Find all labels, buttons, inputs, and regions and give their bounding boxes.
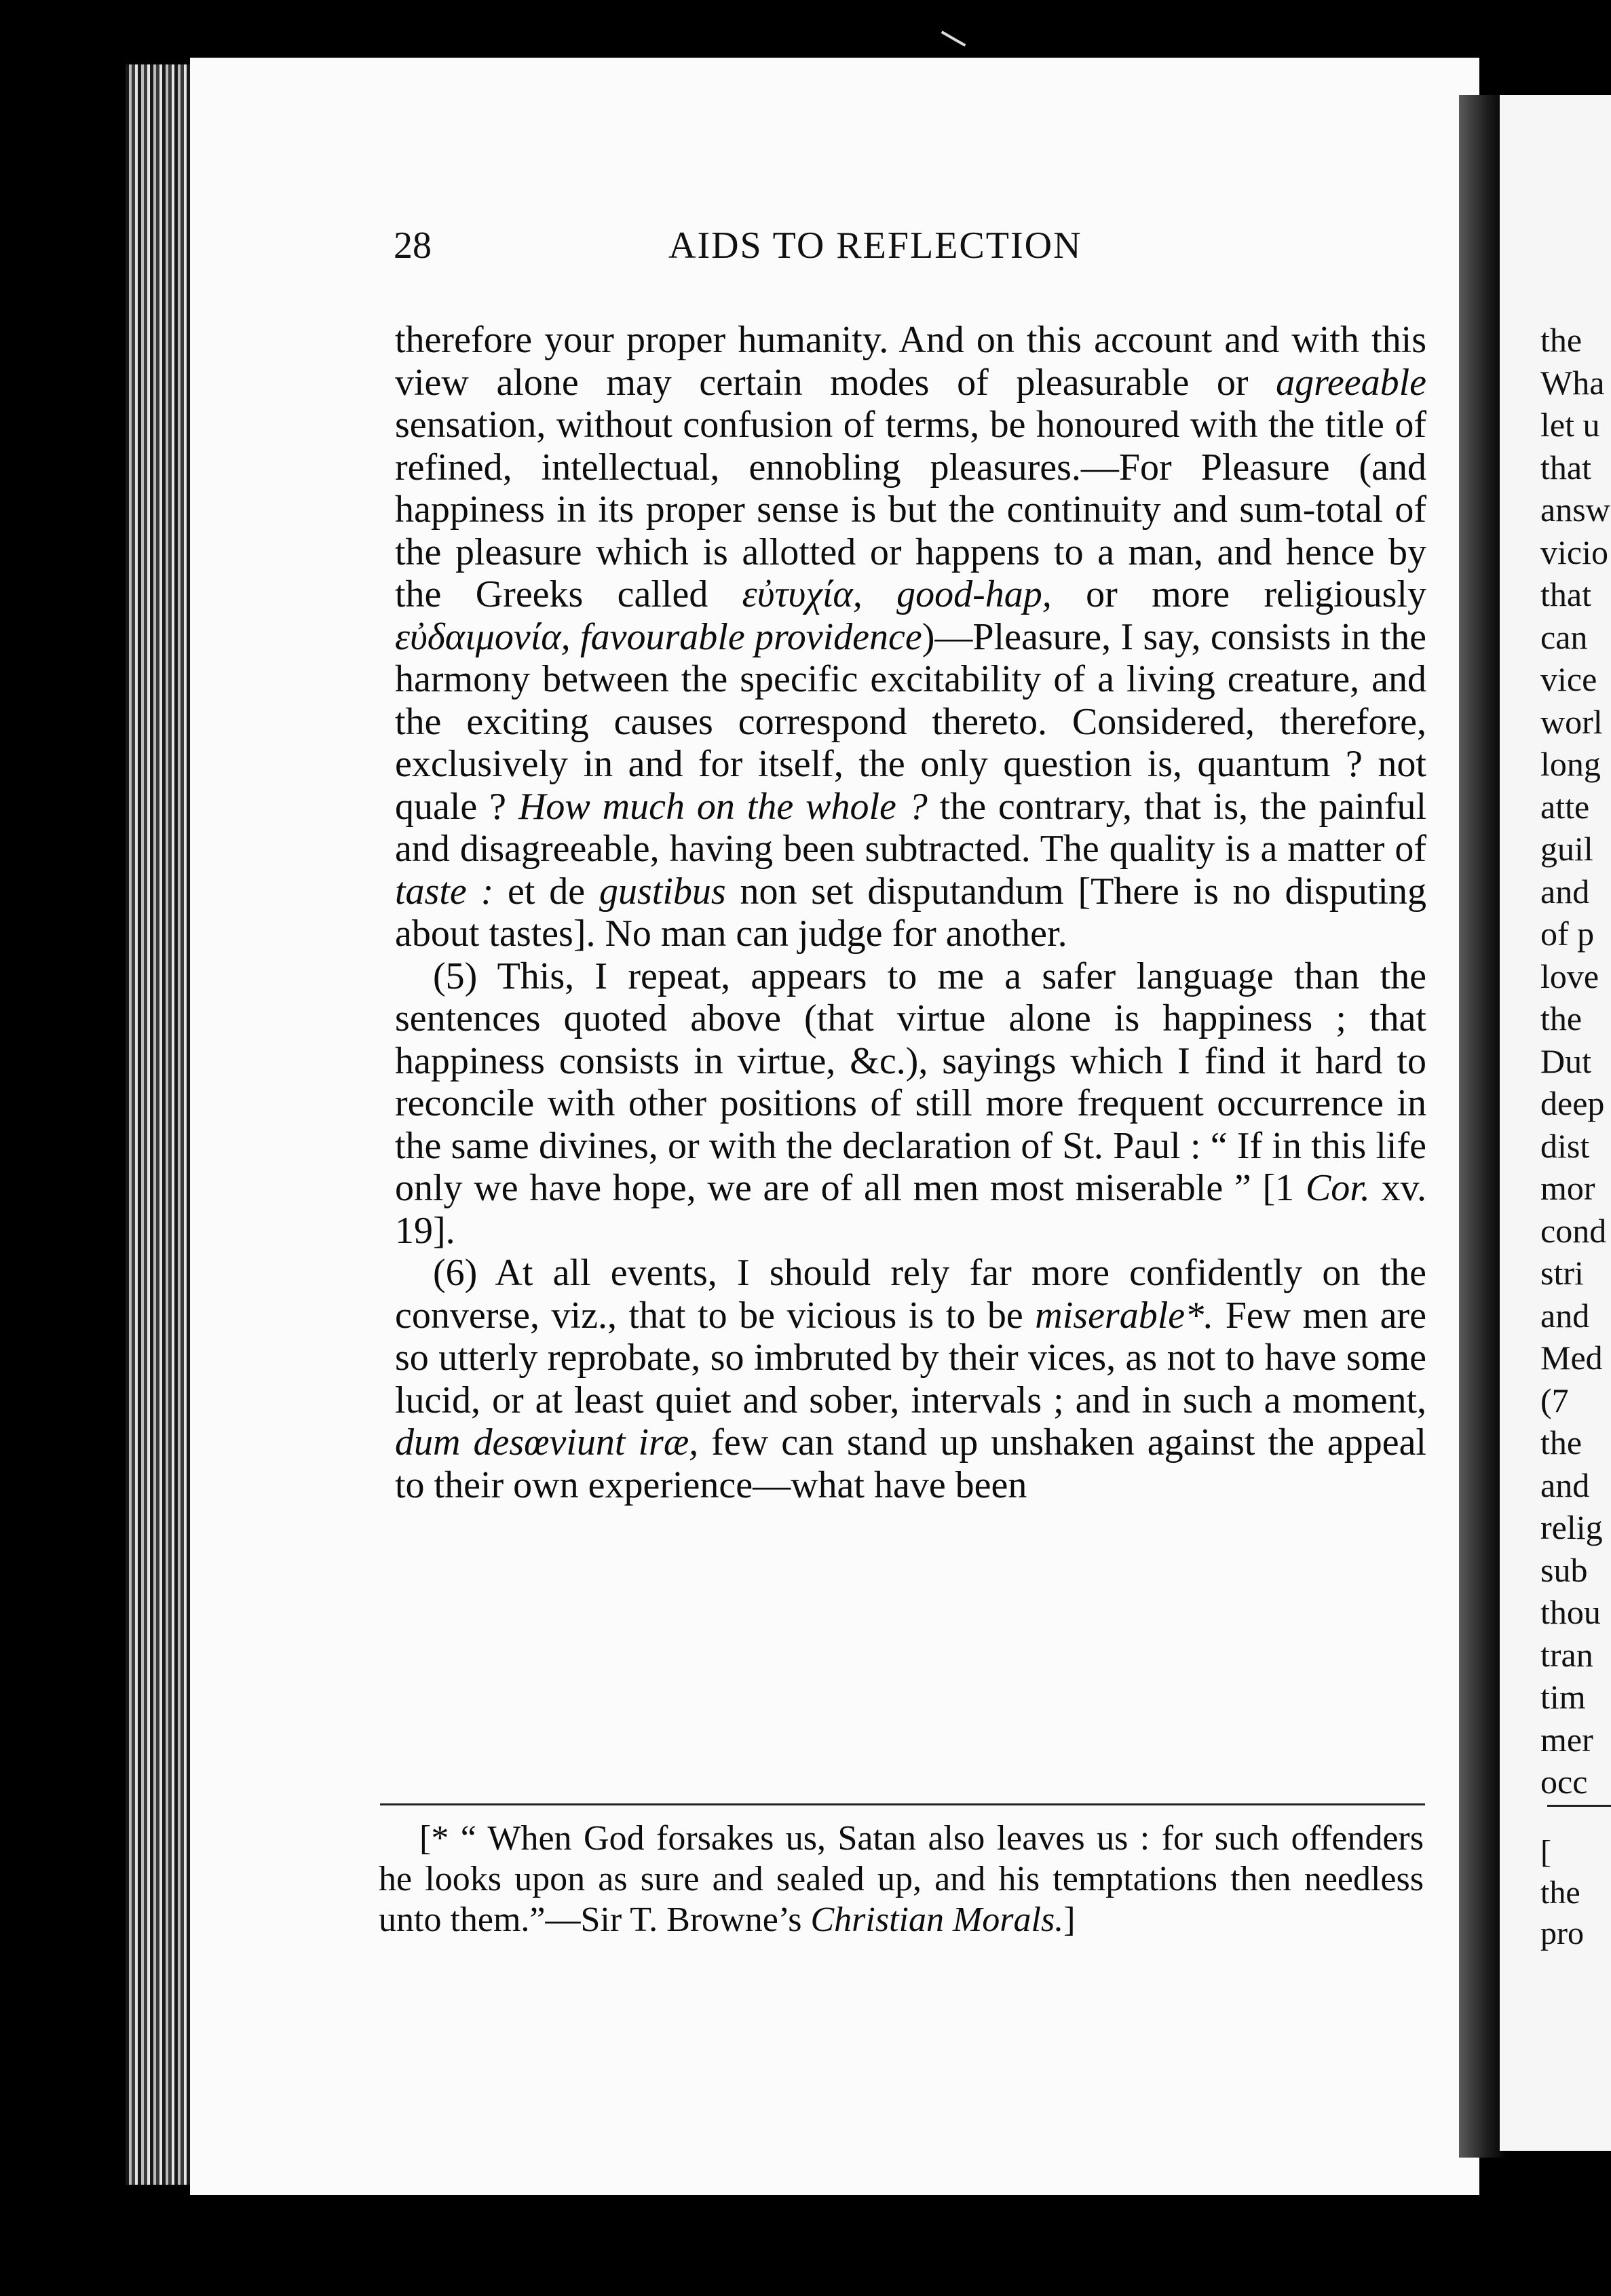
scan-mark <box>941 31 966 46</box>
facing-page-line: long <box>1540 745 1601 783</box>
facing-footnote-rule <box>1547 1805 1611 1807</box>
text-run-italic: How much on the whole ? <box>518 785 928 828</box>
text-run: or more religiously <box>1051 573 1426 615</box>
text-run: the contrary, that is, the painful and disagreeable, having been subtracted. The quality is a matter of <box>395 785 1427 870</box>
footnote <box>379 1818 1424 1940</box>
facing-page-line: atte <box>1540 787 1590 826</box>
text-run-italic: gustibus <box>599 870 726 913</box>
facing-page-line: Dut <box>1540 1041 1591 1080</box>
facing-page-line: (7 <box>1540 1381 1569 1419</box>
facing-page-line: love <box>1540 957 1599 995</box>
text-run-italic: miserable*. <box>1035 1294 1214 1337</box>
facing-page-line: relig <box>1540 1508 1603 1546</box>
facing-page-line: and <box>1540 1296 1590 1335</box>
facing-page-line: tran <box>1540 1635 1593 1674</box>
facing-page-line: tim <box>1540 1678 1586 1716</box>
facing-page-line: stri <box>1540 1254 1584 1292</box>
text-run: et de <box>493 870 599 913</box>
text-run: xv. 19]. <box>395 1167 1426 1252</box>
page-header <box>394 224 1452 278</box>
text-run-italic: εὐδαιμονία, favourable providence <box>395 615 922 658</box>
facing-page-line: the <box>1540 999 1582 1037</box>
text-run-italic: εὐτυχία, good-hap, <box>742 573 1052 615</box>
facing-page-line: that <box>1540 575 1591 613</box>
footnote-rule <box>380 1803 1425 1805</box>
running-title: AIDS TO REFLECTION <box>668 225 1082 267</box>
footnote-text: ] <box>1063 1900 1076 1939</box>
footnote-text-italic: Christian Morals. <box>810 1900 1064 1939</box>
facing-page-line: the <box>1540 1423 1582 1461</box>
facing-page-line: sub <box>1540 1550 1588 1589</box>
facing-page-line: guil <box>1540 830 1593 868</box>
text-run: (6) At all events, I should rely far more confidently on the converse, viz., that to be vicious is to be <box>395 1252 1426 1337</box>
facing-footnote-line: [ <box>1540 1834 1551 1870</box>
facing-page-line: mer <box>1540 1720 1593 1759</box>
facing-footnote-line: the <box>1540 1875 1580 1911</box>
body-text <box>395 319 1426 1506</box>
facing-page-line: occ <box>1540 1763 1588 1801</box>
text-run-italic: taste : <box>395 870 494 913</box>
facing-page-line: Wha <box>1540 363 1605 402</box>
facing-page-line: worl <box>1540 702 1603 741</box>
text-run: sensation, without confusion of terms, be honoured with the title of refined, intellectual, ennobling pleasures.—For Pleasure (and happiness in its proper sense is but the continuity and sum-total of the pleasure which is allotted or happens to a man, and hence by the Greeks called <box>395 404 1426 615</box>
paragraph-1 <box>395 319 1426 955</box>
facing-page-line: can <box>1540 617 1588 656</box>
text-run-italic: agreeable <box>1276 361 1426 404</box>
paragraph-5 <box>395 955 1426 1252</box>
facing-page-line: thou <box>1540 1593 1601 1631</box>
text-run: (5) This, I repeat, appears to me a safer language than the sentences quoted above (that virtue alone is happiness ; that happiness consists in virtue, &c.), sayings which I find it hard to reconcile with other positions of still more frequent occurrence in the same divines, or with the declaration of St. Paul : “ If in this life only we have hope, we are of all men most miserable ” [1 <box>395 955 1426 1209</box>
facing-footnote-line: pro <box>1540 1915 1584 1951</box>
text-run: non set disputandum [There is no disputing about tastes]. No man can judge for another. <box>395 870 1426 955</box>
text-run: few can stand up unshaken against the appeal to their own experience—what have been <box>395 1421 1426 1506</box>
facing-page-line: that <box>1540 448 1591 486</box>
facing-page-line: cond <box>1540 1211 1607 1250</box>
facing-page-line: dist <box>1540 1126 1590 1165</box>
page-number: 28 <box>394 225 432 267</box>
facing-page-text <box>1540 319 1611 1803</box>
facing-page-line: of p <box>1540 915 1595 953</box>
facing-page-line: and <box>1540 872 1590 911</box>
facing-page-line: let u <box>1540 406 1600 444</box>
facing-page-line: answ <box>1540 491 1610 529</box>
text-run: therefore your proper humanity. And on this account and with this view alone may certain modes of pleasurable or <box>395 319 1426 404</box>
facing-page-line: mor <box>1540 1169 1595 1207</box>
facing-page-line: Med <box>1540 1339 1603 1377</box>
text-run: Few men are so utterly reprobate, so imbruted by their vices, as not to have some lucid, or at least quiet and sober, intervals ; and in such a moment, <box>395 1294 1427 1421</box>
text-run-italic: dum desœviunt iræ, <box>395 1421 699 1463</box>
facing-page-line: and <box>1540 1466 1590 1504</box>
facing-page-line: vice <box>1540 660 1597 698</box>
text-run-italic: Cor. <box>1305 1167 1370 1209</box>
footnote-text: [* “ When God forsakes us, Satan also leaves us : for such offenders he looks upon as sure and sealed up, and his temptations then needless unto them.”—Sir T. Browne’s <box>379 1819 1424 1939</box>
book-spine-edge <box>126 64 190 2185</box>
facing-page-footnote <box>1540 1832 1611 1954</box>
paragraph-6 <box>395 1252 1426 1506</box>
facing-page-line: deep <box>1540 1084 1605 1122</box>
facing-page-line: vicio <box>1540 533 1608 571</box>
text-run: )—Pleasure, I say, consists in the harmony between the specific excitability of a living creature, and the exciting causes correspond thereto. Considered, therefore, exclusively in and for itself, the only question is, quantum ? not quale ? <box>395 615 1426 828</box>
facing-page-line: the <box>1540 321 1582 359</box>
